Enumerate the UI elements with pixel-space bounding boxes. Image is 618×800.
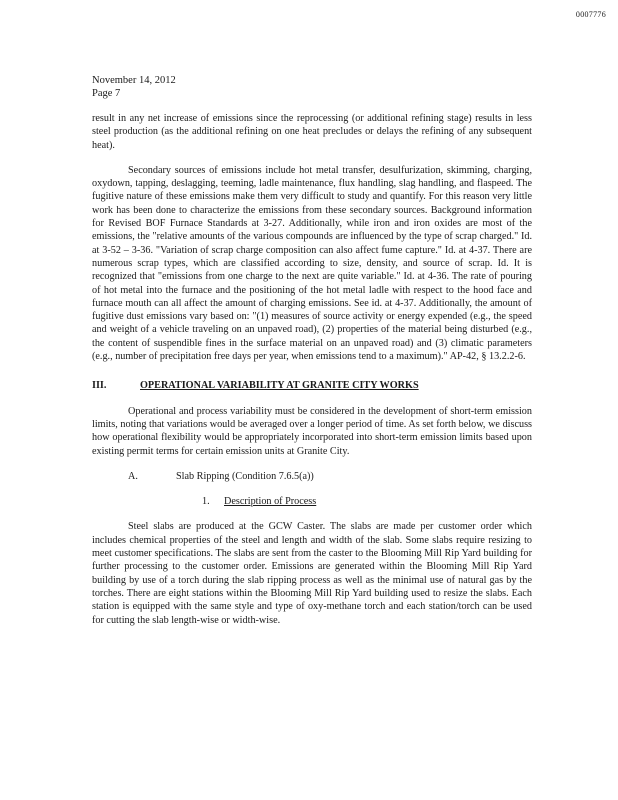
document-body [92,112,532,639]
section-heading [92,379,532,392]
subsubsection-heading [92,495,532,508]
header-page: Page 7 [92,88,121,99]
section-title: OPERATIONAL VARIABILITY AT GRANITE CITY WORKS [140,380,419,392]
subsection-title: Slab Ripping (Condition 7.6.5(a)) [176,470,314,482]
paragraph-continuation: result in any net increase of emissions since the reprocessing (or additional refining stage) results in less steel production (as the additional refining on one heat precludes or delays the refining of any subsequent heat). [92,113,532,151]
header-date: November 14, 2012 [92,75,176,86]
letter-header [92,74,176,100]
subsubsection-title: Description of Process [224,496,317,508]
bates-number: 0007776 [575,10,606,19]
section-number: III. [92,380,107,392]
paragraph-operational-variability: Operational and process variability must be considered in the development of short-term emission limits, noting that variations would be averaged over a longer period of time. As set forth below, we discuss how operational flexibility would be appropriately incorporated into short-term emission limits based upon existing permit terms for certain emission units at Granite City. [92,405,532,457]
paragraph-slab-description: Steel slabs are produced at the GCW Caster. The slabs are made per customer order which includes chemical properties of the steel and length and width of the slab. Some slabs require resizing to meet customer specifications. The slabs are sent from the caster to the Blooming Mill Rip Yard building for further processing to the customer order. Emissions are generated within the Blooming Mill Rip Yard building by use of a torch during the slab ripping process as well as the minimal use of natural gas by the torches. There are eight stations within the Blooming Mill Rip Yard building used to resize the slabs. Each station is equipped with the same style and type of oxy-methane torch and each station/torch can be used for cutting the slab length-wise or width-wise. [92,521,532,626]
paragraph-secondary-sources: Secondary sources of emissions include hot metal transfer, desulfurization, skimming, charging, oxydown, tapping, deslagging, teeming, ladle maintenance, flux handling, slag handling, and flaspeed. The fugitive nature of these emissions make them very difficult to study and quantify. For this reason very little work has been done to characterize the emissions from these secondary sources. Background information for Revised BOF Furnace Standards at 3-27. Additionally, while iron and iron oxides are most of the emissions, the "relative amounts of the various compounds are influenced by the type of scrap charged." Id. at 3-52 – 3-36. "Variation of scrap charge composition can also affect fume capture." Id. at 4-37. There are numerous scrap types, which are classified according to size, density, and source of scrap. Id. It is recognized that "emissions from one charge to the next are quite variable." Id. at 4-36. The rate of pouring of hot metal into the furnace and the positioning of the hot metal ladle with respect to the hood face and furnace mouth can all affect the amount of charging emissions. See id. at 4-37. Additionally, the amount of fugitive dust emissions vary based on: "(1) measures of source activity or energy expended (e.g., the speed and weight of a vehicle traveling on an unpaved road), (2) properties of the material being disturbed (e.g., the content of suspendible fines in the surface material on an unpaved road) and (3) climatic parameters (e.g., number of precipitation free days per year, when emissions tend to a maximum)." AP-42, § 13.2.2-6. [92,164,532,363]
subsubsection-number: 1. [202,496,210,508]
subsection-letter: A. [128,470,138,482]
subsection-heading [92,470,532,483]
